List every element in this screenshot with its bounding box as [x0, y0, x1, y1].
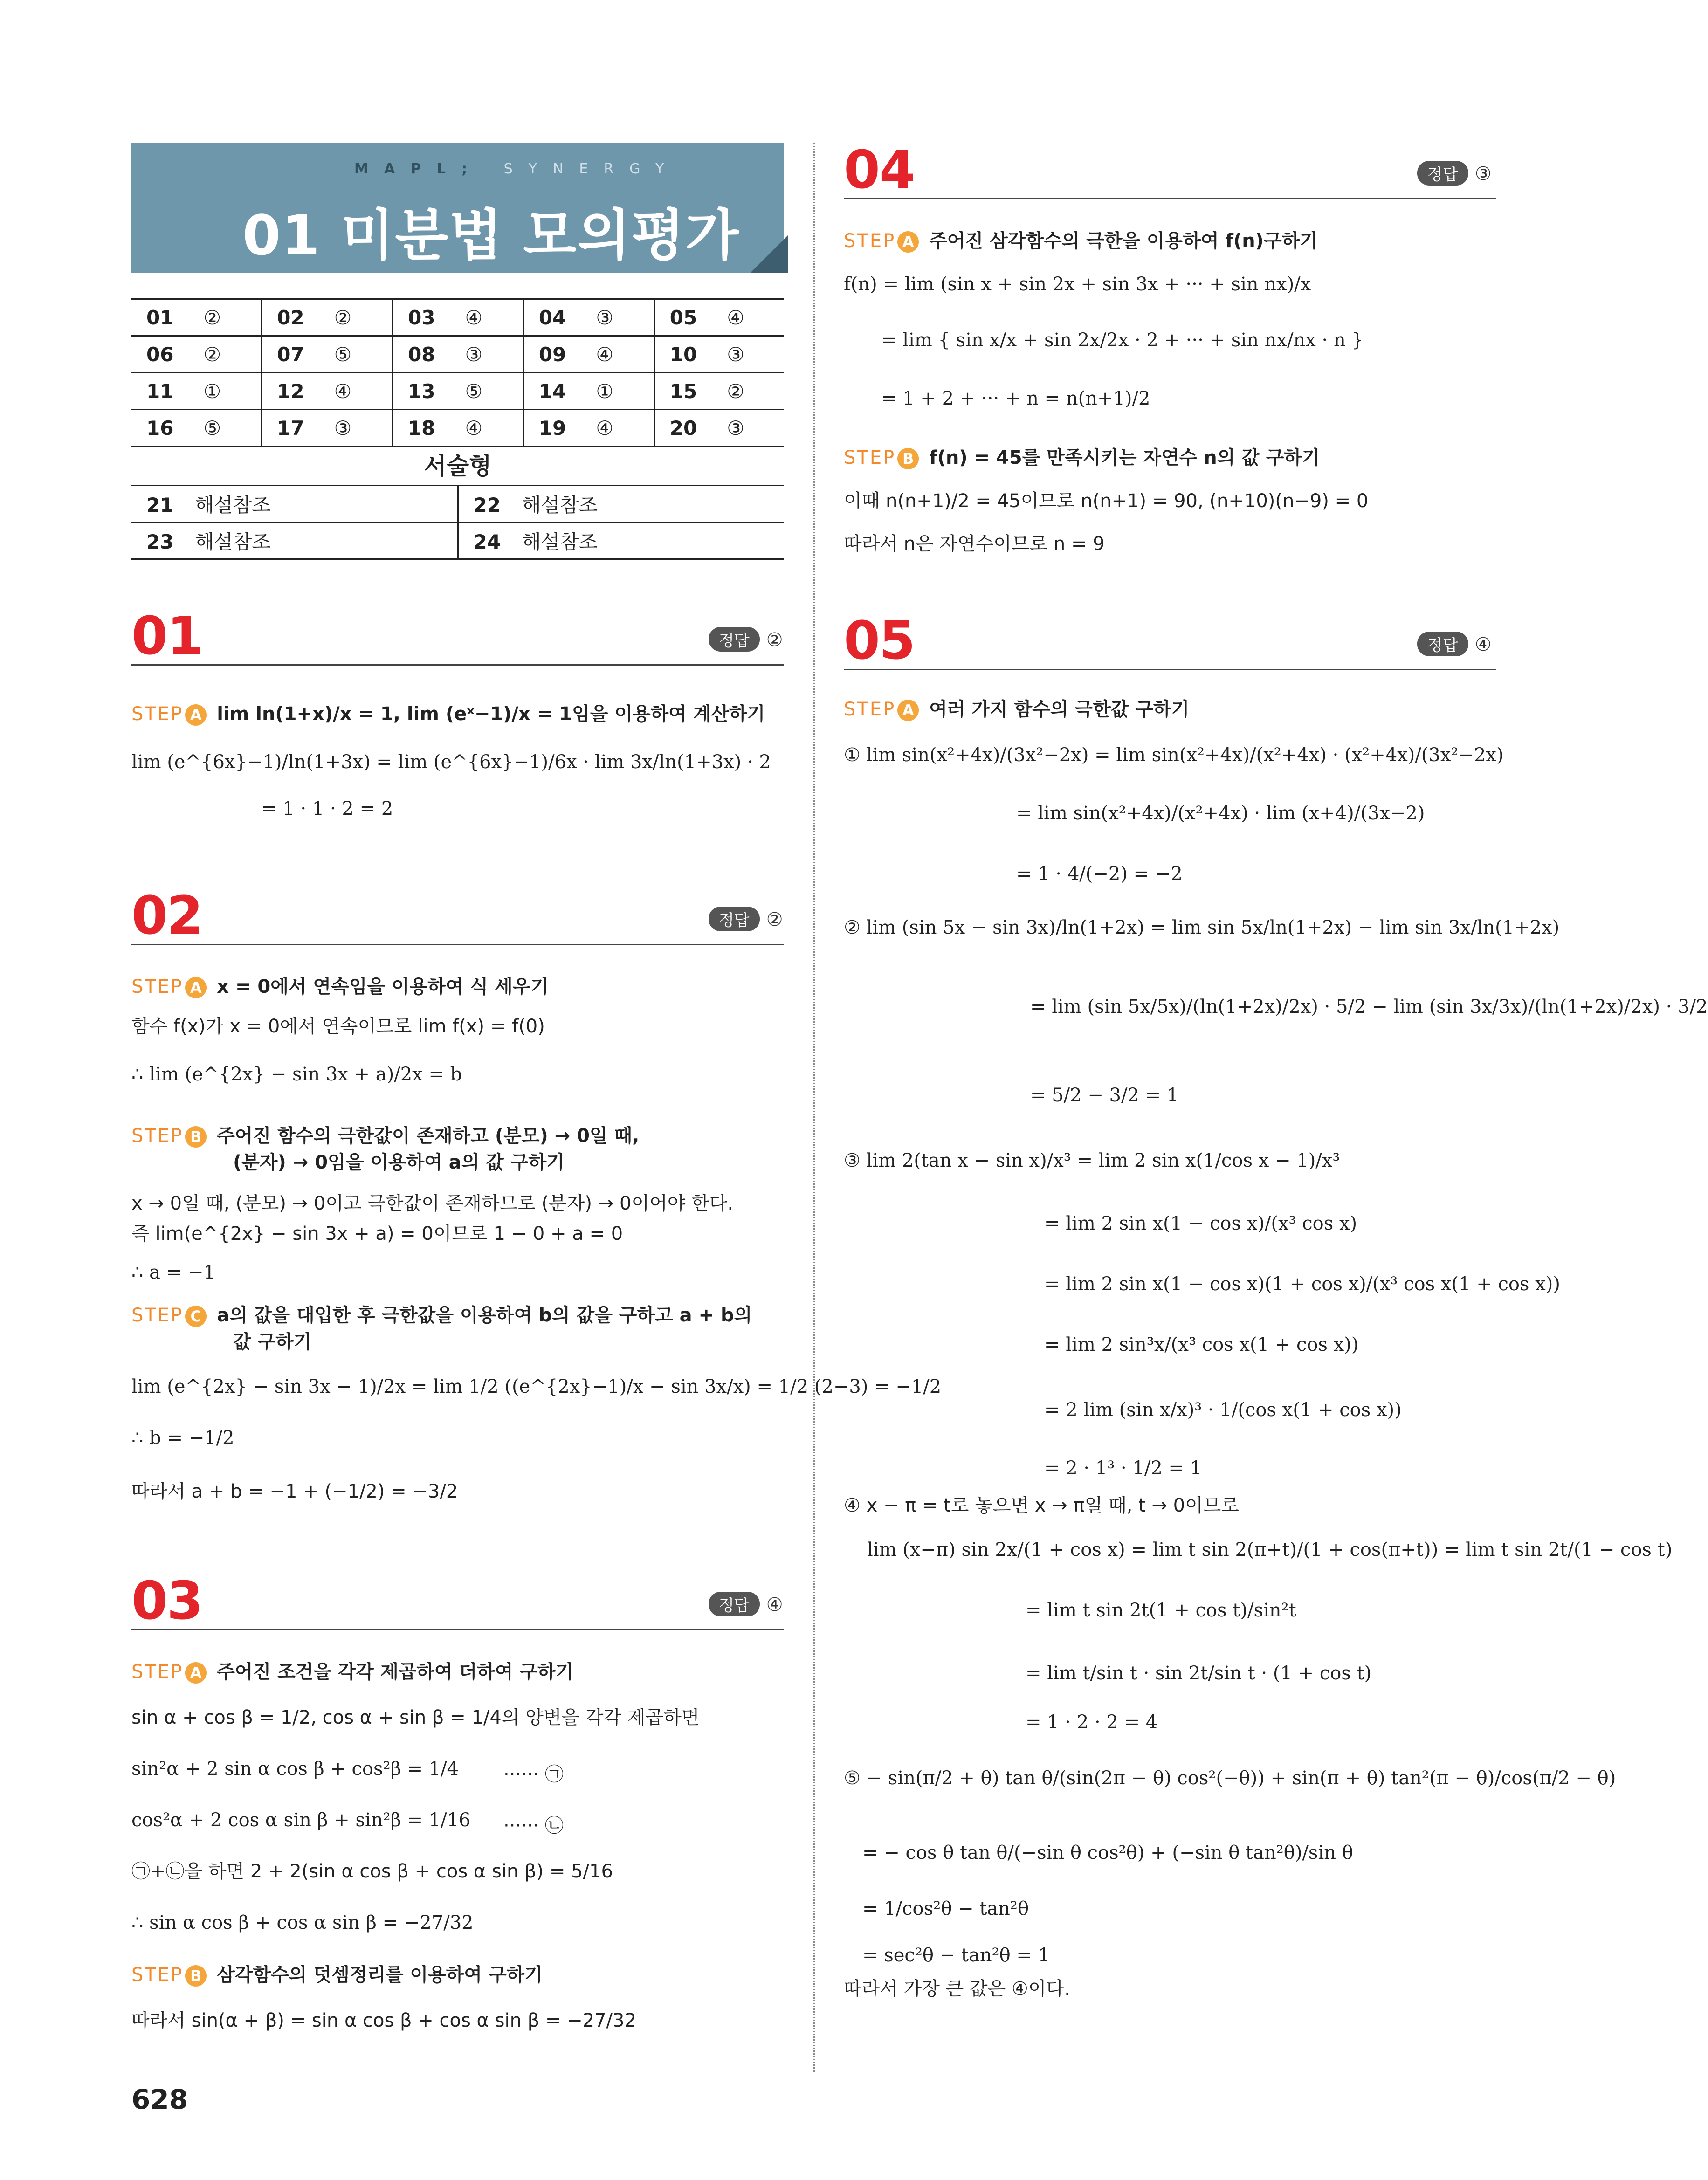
step-a-heading: STEP A x = 0에서 연속임을 이용하여 식 세우기 [131, 976, 549, 997]
solution-line: = lim t/sin t · sin 2t/sin t · (1 + cos t) [1026, 1663, 1372, 1684]
essay-cell: 22 해설참조 [458, 486, 784, 523]
essay-section-title: 서술형 [424, 453, 492, 480]
answer-row [131, 373, 784, 410]
answer-cell: 04 ③ [523, 299, 654, 336]
answer-cell: 10 ③ [654, 336, 784, 373]
solution-line: = lim 2 sin³x/(x³ cos x(1 + cos x)) [1044, 1334, 1359, 1355]
answer-indicator: 정답 ② [709, 627, 783, 652]
solution-line: ∴ lim (e^{2x} − sin 3x + a)/2x = b [131, 1064, 462, 1085]
answer-row [131, 336, 784, 373]
solution-line: 이때 n(n+1)/2 = 45이므로 n(n+1) = 90, (n+10)(n−9) = 0 [844, 490, 1369, 512]
problem-number: 03 [131, 1571, 202, 1631]
solution-line: = 1 · 1 · 2 = 2 [261, 798, 393, 819]
solution-line: = lim (sin 5x/5x)/(ln(1+2x)/2x) · 5/2 − lim (sin 3x/3x)/(ln(1+2x)/2x) · 3/2 [1030, 996, 1708, 1018]
step-b-heading: STEP B 주어진 함수의 극한값이 존재하고 (분모) → 0일 때, [131, 1125, 640, 1147]
solution-line: lim (e^{6x}−1)/ln(1+3x) = lim (e^{6x}−1)/6x · lim 3x/ln(1+3x) · 2 [131, 751, 771, 773]
answer-cell: 11 ① [131, 373, 262, 410]
solution-line: ④ x − π = t로 놓으면 x → π일 때, t → 0이므로 [844, 1495, 1240, 1516]
essay-row [131, 523, 784, 559]
answer-indicator: 정답 ④ [1417, 632, 1492, 656]
step-c-heading-cont: 값 구하기 [233, 1331, 312, 1353]
problem-number: 05 [844, 611, 915, 671]
solution-line: = 1 · 4/(−2) = −2 [1016, 863, 1183, 885]
answer-cell: 16 ⑤ [131, 410, 262, 447]
answer-cell: 01 ② [131, 299, 262, 336]
solution-line: 따라서 sin(α + β) = sin α cos β + cos α sin β = −27/32 [131, 2010, 636, 2031]
answer-row [131, 410, 784, 447]
step-c-heading: STEP C a의 값을 대입한 후 극한값을 이용하여 b의 값을 구하고 a + b의 [131, 1305, 752, 1326]
page-number: 628 [131, 2084, 188, 2115]
answer-cell: 14 ① [523, 373, 654, 410]
solution-line: ③ lim 2(tan x − sin x)/x³ = lim 2 sin x(1/cos x − 1)/x³ [844, 1150, 1340, 1171]
solution-line: = 1 · 2 · 2 = 4 [1026, 1712, 1158, 1733]
solution-line: 따라서 n은 자연수이므로 n = 9 [844, 533, 1105, 555]
step-b-heading: STEP B 삼각함수의 덧셈정리를 이용하여 구하기 [131, 1964, 543, 1986]
solution-line: 따라서 가장 큰 값은 ④이다. [844, 1978, 1070, 2000]
answer-row [131, 299, 784, 336]
solution-line: = sec²θ − tan²θ = 1 [862, 1945, 1050, 1966]
answer-cell: 13 ⑤ [393, 373, 523, 410]
answer-cell: 03 ④ [393, 299, 523, 336]
essay-row [131, 486, 784, 523]
answer-indicator: 정답 ③ [1417, 161, 1492, 186]
solution-line: sin²α + 2 sin α cos β + cos²β = 1/4 [131, 1758, 459, 1780]
step-a-heading: STEP A 여러 가지 함수의 극한값 구하기 [844, 699, 1190, 720]
solution-line: ㉠+㉡을 하면 2 + 2(sin α cos β + cos α sin β) = 5/16 [131, 1861, 613, 1882]
solution-line: lim (x−π) sin 2x/(1 + cos x) = lim t sin 2(π+t)/(1 + cos(π+t)) = lim t sin 2t/(1 − cos t) [867, 1539, 1673, 1561]
solution-line: sin α + cos β = 1/2, cos α + sin β = 1/4의 양변을 각각 제곱하면 [131, 1707, 700, 1728]
solution-line: f(n) = lim (sin x + sin 2x + sin 3x + ··· + sin nx)/x [844, 274, 1311, 295]
answer-cell: 06 ② [131, 336, 262, 373]
problem-number: 02 [131, 886, 202, 946]
solution-line: = 5/2 − 3/2 = 1 [1030, 1085, 1179, 1106]
problem-number: 01 [131, 606, 202, 667]
page-title: 01 미분법 모의평가 [242, 203, 740, 268]
solution-line: ∴ sin α cos β + cos α sin β = −27/32 [131, 1912, 474, 1933]
solution-line: = − cos θ tan θ/(−sin θ cos²θ) + (−sin θ tan²θ)/sin θ [862, 1842, 1353, 1864]
step-b-heading-cont: (분자) → 0임을 이용하여 a의 값 구하기 [233, 1152, 565, 1173]
answer-cell: 17 ③ [262, 410, 393, 447]
step-b-heading: STEP B f(n) = 45를 만족시키는 자연수 n의 값 구하기 [844, 447, 1320, 468]
solution-line: = 1/cos²θ − tan²θ [862, 1898, 1029, 1919]
answer-indicator: 정답 ④ [709, 1592, 783, 1616]
essay-cell: 23 해설참조 [131, 523, 458, 559]
answer-cell: 09 ④ [523, 336, 654, 373]
answer-indicator: 정답 ② [709, 907, 783, 931]
solution-line: = 2 · 1³ · 1/2 = 1 [1044, 1458, 1202, 1479]
answer-cell: 19 ④ [523, 410, 654, 447]
essay-cell: 24 해설참조 [458, 523, 784, 559]
solution-line: = 2 lim (sin x/x)³ · 1/(cos x(1 + cos x)) [1044, 1399, 1402, 1421]
answer-cell: 07 ⑤ [262, 336, 393, 373]
solution-line: 즉 lim(e^{2x} − sin 3x + a) = 0이므로 1 − 0 + a = 0 [131, 1223, 623, 1245]
solution-line: ∴ a = −1 [131, 1262, 215, 1283]
step-a-heading: STEP A 주어진 조건을 각각 제곱하여 더하여 구하기 [131, 1661, 574, 1683]
solution-line: ∴ b = −1/2 [131, 1427, 234, 1449]
answer-grid [131, 298, 784, 447]
divider-line [131, 664, 784, 666]
solution-line: 따라서 a + b = −1 + (−1/2) = −3/2 [131, 1481, 458, 1502]
divider-line [844, 198, 1496, 199]
answer-cell: 12 ④ [262, 373, 393, 410]
divider-line [131, 1629, 784, 1630]
step-a-heading: STEP A 주어진 삼각함수의 극한을 이용하여 f(n)구하기 [844, 230, 1318, 252]
divider-line [131, 944, 784, 945]
solution-line: = lim 2 sin x(1 − cos x)(1 + cos x)/(x³ cos x(1 + cos x)) [1044, 1273, 1560, 1295]
banner-fold [751, 235, 788, 273]
answer-cell: 02 ② [262, 299, 393, 336]
solution-line: ⑤ − sin(π/2 + θ) tan θ/(sin(2π − θ) cos²(−θ)) + sin(π + θ) tan²(π − θ)/cos(π/2 − θ) [844, 1767, 1616, 1789]
solution-line: = lim { sin x/x + sin 2x/2x · 2 + ··· + sin nx/nx · n } [881, 330, 1364, 351]
answer-cell: 18 ④ [393, 410, 523, 447]
brand-text: MAPL; SYNERGY [354, 161, 680, 177]
solution-line: ① lim sin(x²+4x)/(3x²−2x) = lim sin(x²+4x)/(x²+4x) · (x²+4x)/(3x²−2x) [844, 744, 1504, 766]
solution-line: x → 0일 때, (분모) → 0이고 극한값이 존재하므로 (분자) → 0이어야 한다. [131, 1193, 734, 1214]
answer-cell: 08 ③ [393, 336, 523, 373]
equation-tag: ······ ㉠ [503, 1764, 564, 1785]
solution-line: ② lim (sin 5x − sin 3x)/ln(1+2x) = lim sin 5x/ln(1+2x) − lim sin 3x/ln(1+2x) [844, 917, 1560, 938]
essay-cell: 21 해설참조 [131, 486, 458, 523]
problem-number: 04 [844, 140, 915, 200]
step-a-heading: STEP A lim ln(1+x)/x = 1, lim (eˣ−1)/x = 1임을 이용하여 계산하기 [131, 703, 765, 725]
solution-line: = lim sin(x²+4x)/(x²+4x) · lim (x+4)/(3x−2) [1016, 803, 1425, 824]
solution-line: = lim 2 sin x(1 − cos x)/(x³ cos x) [1044, 1213, 1357, 1234]
answer-cell: 05 ④ [654, 299, 784, 336]
solution-line: cos²α + 2 cos α sin β + sin²β = 1/16 [131, 1809, 471, 1831]
answer-cell: 20 ③ [654, 410, 784, 447]
solution-line: 함수 f(x)가 x = 0에서 연속이므로 lim f(x) = f(0) [131, 1016, 545, 1037]
divider-line [844, 669, 1496, 670]
solution-line: = lim t sin 2t(1 + cos t)/sin²t [1026, 1600, 1296, 1621]
column-divider [813, 143, 815, 2072]
answer-cell: 15 ② [654, 373, 784, 410]
solution-line: = 1 + 2 + ··· + n = n(n+1)/2 [881, 388, 1150, 409]
equation-tag: ······ ㉡ [503, 1815, 564, 1836]
solution-line: lim (e^{2x} − sin 3x − 1)/2x = lim 1/2 ((e^{2x}−1)/x − sin 3x/x) = 1/2 (2−3) = −1/2 [131, 1376, 942, 1397]
essay-grid [131, 485, 784, 560]
